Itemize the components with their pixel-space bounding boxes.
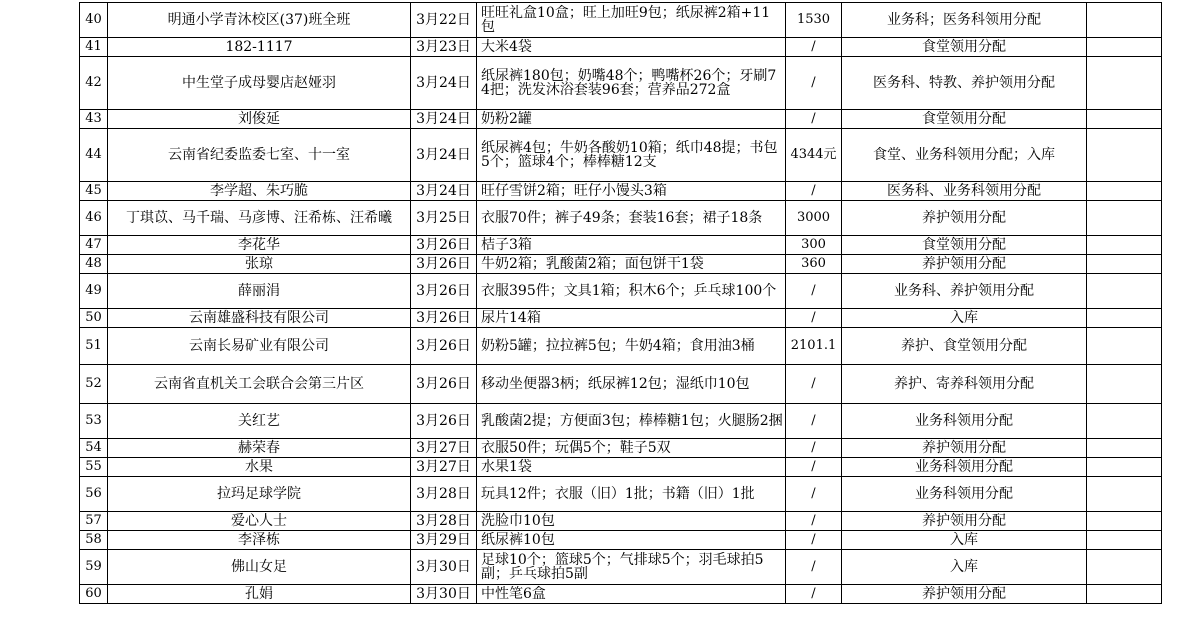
cell-number: 45 (80, 182, 108, 201)
cell-number: 51 (80, 328, 108, 365)
cell-items: 水果1袋 (477, 458, 786, 477)
cell-blank (1087, 110, 1162, 129)
table-row (80, 274, 1162, 309)
cell-items: 移动坐便器3柄；纸尿裤12包；湿纸巾10包 (477, 365, 786, 404)
cell-number: 44 (80, 129, 108, 182)
cell-date: 3月24日 (411, 182, 477, 201)
cell-amount: / (786, 585, 842, 604)
cell-amount: / (786, 512, 842, 531)
cell-donor: 薛丽涓 (108, 274, 411, 309)
cell-distribution: 业务科；医务科领用分配 (842, 3, 1087, 38)
table-row (80, 201, 1162, 236)
cell-date: 3月26日 (411, 236, 477, 255)
cell-distribution: 入库 (842, 550, 1087, 585)
cell-blank (1087, 365, 1162, 404)
cell-distribution: 养护领用分配 (842, 512, 1087, 531)
cell-donor: 李泽栋 (108, 531, 411, 550)
cell-number: 53 (80, 404, 108, 439)
cell-amount: / (786, 38, 842, 57)
cell-donor: 明通小学青沐校区(37)班全班 (108, 3, 411, 38)
cell-date: 3月25日 (411, 201, 477, 236)
cell-donor: 丁琪苡、马千瑞、马彦博、汪希栋、汪希曦 (108, 201, 411, 236)
table-row (80, 365, 1162, 404)
cell-amount: / (786, 274, 842, 309)
cell-distribution: 食堂领用分配 (842, 38, 1087, 57)
cell-donor: 云南省纪委监委七室、十一室 (108, 129, 411, 182)
cell-date: 3月26日 (411, 255, 477, 274)
cell-amount: / (786, 309, 842, 328)
cell-amount: / (786, 182, 842, 201)
cell-date: 3月26日 (411, 328, 477, 365)
cell-donor: 李花华 (108, 236, 411, 255)
cell-number: 40 (80, 3, 108, 38)
cell-number: 49 (80, 274, 108, 309)
cell-items: 牛奶2箱；乳酸菌2箱；面包饼干1袋 (477, 255, 786, 274)
cell-distribution: 养护领用分配 (842, 255, 1087, 274)
table-row (80, 439, 1162, 458)
cell-distribution: 业务科领用分配 (842, 404, 1087, 439)
cell-items: 大米4袋 (477, 38, 786, 57)
cell-blank (1087, 477, 1162, 512)
table-row (80, 531, 1162, 550)
table-row (80, 110, 1162, 129)
table-row (80, 585, 1162, 604)
cell-blank (1087, 585, 1162, 604)
cell-date: 3月27日 (411, 439, 477, 458)
cell-items: 奶粉2罐 (477, 110, 786, 129)
cell-number: 60 (80, 585, 108, 604)
cell-blank (1087, 512, 1162, 531)
cell-blank (1087, 531, 1162, 550)
cell-blank (1087, 3, 1162, 38)
cell-date: 3月27日 (411, 458, 477, 477)
cell-amount: 2101.1 (786, 328, 842, 365)
cell-donor: 佛山女足 (108, 550, 411, 585)
cell-amount: / (786, 439, 842, 458)
cell-number: 58 (80, 531, 108, 550)
cell-number: 43 (80, 110, 108, 129)
cell-date: 3月29日 (411, 531, 477, 550)
cell-date: 3月28日 (411, 512, 477, 531)
cell-amount: 4344元 (786, 129, 842, 182)
cell-number: 57 (80, 512, 108, 531)
cell-date: 3月24日 (411, 57, 477, 110)
cell-distribution: 食堂领用分配 (842, 236, 1087, 255)
cell-date: 3月23日 (411, 38, 477, 57)
cell-distribution: 医务科、特教、养护领用分配 (842, 57, 1087, 110)
ledger-body (80, 3, 1162, 604)
cell-blank (1087, 274, 1162, 309)
cell-date: 3月28日 (411, 477, 477, 512)
cell-distribution: 养护、寄养科领用分配 (842, 365, 1087, 404)
cell-amount: / (786, 458, 842, 477)
cell-items: 纸尿裤180包；奶嘴48个；鸭嘴杯26个；牙刷74把；洗发沐浴套装96套；营养品272盒 (477, 57, 786, 110)
donation-ledger-table (79, 2, 1162, 604)
cell-date: 3月30日 (411, 550, 477, 585)
cell-distribution: 入库 (842, 309, 1087, 328)
cell-items: 衣服70件；裤子49条；套装16套；裙子18条 (477, 201, 786, 236)
cell-distribution: 食堂领用分配 (842, 110, 1087, 129)
cell-items: 衣服50件；玩偶5个；鞋子5双 (477, 439, 786, 458)
cell-distribution: 养护领用分配 (842, 585, 1087, 604)
cell-amount: / (786, 365, 842, 404)
cell-distribution: 养护领用分配 (842, 439, 1087, 458)
cell-number: 48 (80, 255, 108, 274)
cell-donor: 关红艺 (108, 404, 411, 439)
cell-items: 纸尿裤4包；牛奶各酸奶10箱；纸巾48提；书包5个；篮球4个；棒棒糖12支 (477, 129, 786, 182)
cell-date: 3月30日 (411, 585, 477, 604)
cell-donor: 水果 (108, 458, 411, 477)
cell-date: 3月26日 (411, 309, 477, 328)
cell-blank (1087, 328, 1162, 365)
table-row (80, 477, 1162, 512)
cell-distribution: 入库 (842, 531, 1087, 550)
cell-amount: / (786, 550, 842, 585)
cell-amount: / (786, 110, 842, 129)
cell-donor: 孔娟 (108, 585, 411, 604)
cell-distribution: 医务科、业务科领用分配 (842, 182, 1087, 201)
cell-items: 桔子3箱 (477, 236, 786, 255)
table-row (80, 38, 1162, 57)
cell-items: 衣服395件；文具1箱；积木6个；乒乓球100个 (477, 274, 786, 309)
cell-blank (1087, 255, 1162, 274)
cell-number: 59 (80, 550, 108, 585)
table-row (80, 404, 1162, 439)
cell-donor: 云南省直机关工会联合会第三片区 (108, 365, 411, 404)
cell-number: 52 (80, 365, 108, 404)
table-row (80, 182, 1162, 201)
cell-distribution: 食堂、业务科领用分配；入库 (842, 129, 1087, 182)
cell-number: 41 (80, 38, 108, 57)
cell-amount: / (786, 404, 842, 439)
cell-items: 旺旺礼盒10盒；旺上加旺9包；纸尿裤2箱+11包 (477, 3, 786, 38)
cell-amount: 360 (786, 255, 842, 274)
cell-items: 纸尿裤10包 (477, 531, 786, 550)
table-row (80, 255, 1162, 274)
cell-amount: / (786, 531, 842, 550)
cell-donor: 爱心人士 (108, 512, 411, 531)
cell-blank (1087, 236, 1162, 255)
cell-amount: 300 (786, 236, 842, 255)
cell-blank (1087, 439, 1162, 458)
cell-amount: 1530 (786, 3, 842, 38)
cell-items: 尿片14箱 (477, 309, 786, 328)
table-row (80, 328, 1162, 365)
cell-items: 奶粉5罐；拉拉裤5包；牛奶4箱；食用油3桶 (477, 328, 786, 365)
cell-number: 42 (80, 57, 108, 110)
cell-donor: 云南雄盛科技有限公司 (108, 309, 411, 328)
cell-number: 46 (80, 201, 108, 236)
cell-distribution: 养护领用分配 (842, 201, 1087, 236)
cell-date: 3月26日 (411, 365, 477, 404)
cell-amount: / (786, 477, 842, 512)
cell-items: 乳酸菌2提；方便面3包；棒棒糖1包；火腿肠2捆 (477, 404, 786, 439)
cell-date: 3月26日 (411, 404, 477, 439)
cell-blank (1087, 182, 1162, 201)
table-row (80, 129, 1162, 182)
table-row (80, 458, 1162, 477)
cell-items: 玩具12件；衣服（旧）1批；书籍（旧）1批 (477, 477, 786, 512)
table-row (80, 550, 1162, 585)
table-row (80, 3, 1162, 38)
cell-items: 足球10个；篮球5个；气排球5个；羽毛球拍5副；乒乓球拍5副 (477, 550, 786, 585)
table-row (80, 57, 1162, 110)
cell-donor: 李学超、朱巧脆 (108, 182, 411, 201)
cell-date: 3月24日 (411, 129, 477, 182)
cell-donor: 张琼 (108, 255, 411, 274)
cell-donor: 拉玛足球学院 (108, 477, 411, 512)
cell-number: 55 (80, 458, 108, 477)
cell-blank (1087, 38, 1162, 57)
cell-blank (1087, 309, 1162, 328)
cell-items: 洗脸巾10包 (477, 512, 786, 531)
cell-donor: 赫荣春 (108, 439, 411, 458)
cell-items: 旺仔雪饼2箱；旺仔小馒头3箱 (477, 182, 786, 201)
table-row (80, 236, 1162, 255)
cell-date: 3月26日 (411, 274, 477, 309)
cell-distribution: 业务科领用分配 (842, 458, 1087, 477)
cell-donor: 中生堂子成母婴店赵娅羽 (108, 57, 411, 110)
cell-blank (1087, 404, 1162, 439)
cell-donor: 云南长易矿业有限公司 (108, 328, 411, 365)
cell-date: 3月24日 (411, 110, 477, 129)
table-row (80, 512, 1162, 531)
cell-amount: 3000 (786, 201, 842, 236)
cell-items: 中性笔6盒 (477, 585, 786, 604)
cell-blank (1087, 550, 1162, 585)
cell-amount: / (786, 57, 842, 110)
cell-blank (1087, 458, 1162, 477)
cell-number: 50 (80, 309, 108, 328)
cell-number: 54 (80, 439, 108, 458)
cell-blank (1087, 57, 1162, 110)
cell-distribution: 业务科领用分配 (842, 477, 1087, 512)
cell-blank (1087, 129, 1162, 182)
cell-donor: 182-1117 (108, 38, 411, 57)
cell-number: 47 (80, 236, 108, 255)
cell-date: 3月22日 (411, 3, 477, 38)
cell-number: 56 (80, 477, 108, 512)
cell-donor: 刘俊延 (108, 110, 411, 129)
cell-distribution: 业务科、养护领用分配 (842, 274, 1087, 309)
cell-blank (1087, 201, 1162, 236)
table-row (80, 309, 1162, 328)
cell-distribution: 养护、食堂领用分配 (842, 328, 1087, 365)
